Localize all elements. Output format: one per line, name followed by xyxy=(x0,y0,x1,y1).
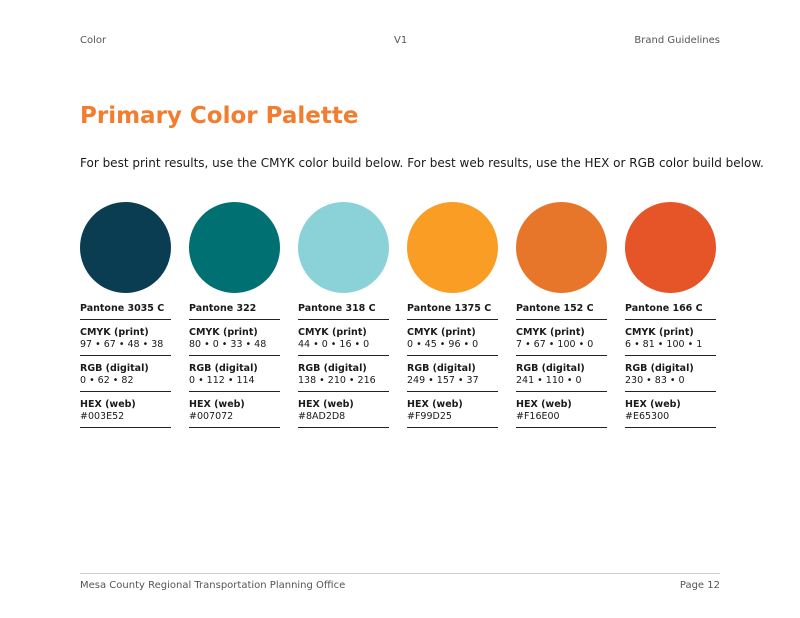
cmyk-block xyxy=(298,320,389,356)
color-circle xyxy=(80,202,171,293)
pantone-name: Pantone 1375 C xyxy=(407,303,498,320)
color-circle xyxy=(516,202,607,293)
pantone-name: Pantone 318 C xyxy=(298,303,389,320)
cmyk-value: 0 • 45 • 96 • 0 xyxy=(407,339,479,350)
cmyk-value: 44 • 0 • 16 • 0 xyxy=(298,339,370,350)
swatch-4 xyxy=(407,202,498,428)
rgb-value: 0 • 112 • 114 xyxy=(189,375,255,386)
rgb-value: 230 • 83 • 0 xyxy=(625,375,685,386)
rgb-value: 241 • 110 • 0 xyxy=(516,375,582,386)
cmyk-block xyxy=(189,320,280,356)
hex-value: #F99D25 xyxy=(407,411,452,422)
hex-block xyxy=(189,392,280,428)
hex-label: HEX (web) xyxy=(625,399,681,410)
hex-block xyxy=(516,392,607,428)
rgb-block xyxy=(625,356,716,392)
hex-label: HEX (web) xyxy=(407,399,463,410)
intro-text: For best print results, use the CMYK color build below. For best web results, use the HEX or RGB color build below. xyxy=(80,156,764,170)
color-circle xyxy=(407,202,498,293)
pantone-name: Pantone 166 C xyxy=(625,303,716,320)
header-section-label: Color xyxy=(80,35,107,46)
cmyk-value: 80 • 0 • 33 • 48 xyxy=(189,339,267,350)
hex-label: HEX (web) xyxy=(516,399,572,410)
rgb-label: RGB (digital) xyxy=(407,363,476,374)
swatch-3 xyxy=(298,202,389,428)
color-circle xyxy=(625,202,716,293)
hex-value: #007072 xyxy=(189,411,234,422)
cmyk-label: CMYK (print) xyxy=(407,327,476,338)
rgb-label: RGB (digital) xyxy=(625,363,694,374)
rgb-label: RGB (digital) xyxy=(516,363,585,374)
cmyk-value: 6 • 81 • 100 • 1 xyxy=(625,339,703,350)
cmyk-block xyxy=(625,320,716,356)
rgb-block xyxy=(80,356,171,392)
swatch-2 xyxy=(189,202,280,428)
footer-divider xyxy=(80,573,720,574)
hex-label: HEX (web) xyxy=(189,399,245,410)
color-circle xyxy=(298,202,389,293)
swatch-6 xyxy=(625,202,716,428)
rgb-value: 249 • 157 • 37 xyxy=(407,375,479,386)
pantone-name: Pantone 3035 C xyxy=(80,303,171,320)
cmyk-label: CMYK (print) xyxy=(189,327,258,338)
hex-block xyxy=(80,392,171,428)
cmyk-label: CMYK (print) xyxy=(516,327,585,338)
hex-block xyxy=(298,392,389,428)
rgb-value: 138 • 210 • 216 xyxy=(298,375,376,386)
swatch-5 xyxy=(516,202,607,428)
hex-block xyxy=(625,392,716,428)
hex-value: #F16E00 xyxy=(516,411,560,422)
hex-value: #003E52 xyxy=(80,411,125,422)
header-version: V1 xyxy=(394,35,408,46)
swatch-1 xyxy=(80,202,171,428)
rgb-block xyxy=(298,356,389,392)
cmyk-block xyxy=(407,320,498,356)
cmyk-label: CMYK (print) xyxy=(625,327,694,338)
rgb-label: RGB (digital) xyxy=(80,363,149,374)
hex-label: HEX (web) xyxy=(80,399,136,410)
hex-value: #E65300 xyxy=(625,411,670,422)
pantone-name: Pantone 152 C xyxy=(516,303,607,320)
cmyk-label: CMYK (print) xyxy=(80,327,149,338)
cmyk-value: 97 • 67 • 48 • 38 xyxy=(80,339,164,350)
rgb-block xyxy=(407,356,498,392)
hex-block xyxy=(407,392,498,428)
footer-organization: Mesa County Regional Transportation Planning Office xyxy=(80,580,346,591)
hex-label: HEX (web) xyxy=(298,399,354,410)
header-doc-title: Brand Guidelines xyxy=(634,35,720,46)
cmyk-label: CMYK (print) xyxy=(298,327,367,338)
color-circle xyxy=(189,202,280,293)
rgb-label: RGB (digital) xyxy=(298,363,367,374)
footer-page-number: Page 12 xyxy=(679,580,720,591)
cmyk-block xyxy=(516,320,607,356)
page-title: Primary Color Palette xyxy=(80,103,359,129)
rgb-block xyxy=(189,356,280,392)
rgb-label: RGB (digital) xyxy=(189,363,258,374)
pantone-name: Pantone 322 xyxy=(189,303,280,320)
rgb-block xyxy=(516,356,607,392)
rgb-value: 0 • 62 • 82 xyxy=(80,375,134,386)
cmyk-block xyxy=(80,320,171,356)
cmyk-value: 7 • 67 • 100 • 0 xyxy=(516,339,594,350)
hex-value: #8AD2D8 xyxy=(298,411,346,422)
